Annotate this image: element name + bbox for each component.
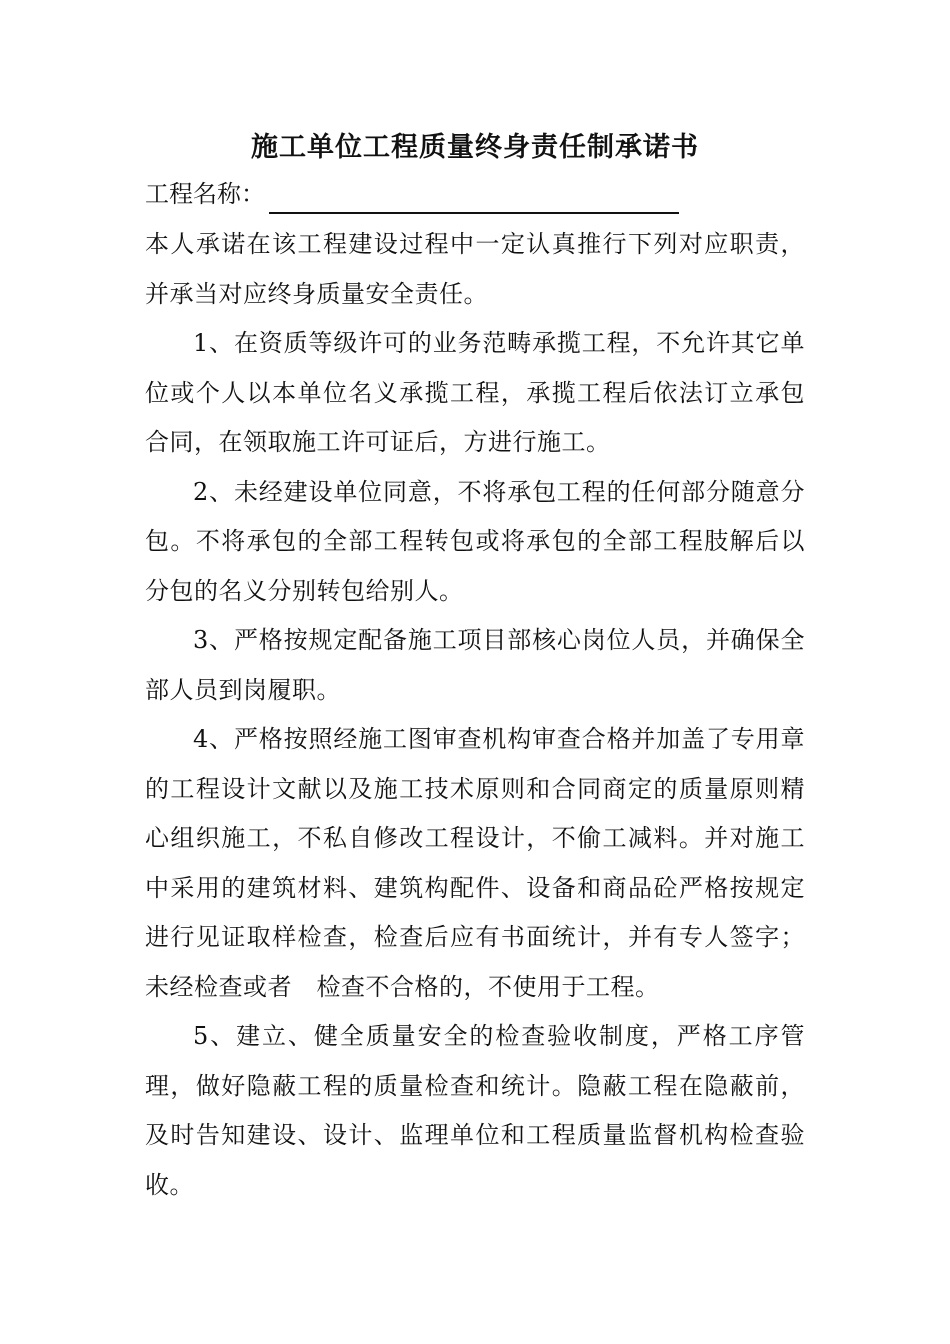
- document-title: 施工单位工程质量终身责任制承诺书: [251, 132, 699, 163]
- commitment-item-5: 5、建立、健全质量安全的检查验收制度，严格工序管理，做好隐蔽工程的质量检查和统计。隐蔽工程在隐蔽前，及时告知建设、设计、监理单位和工程质量监督机构检查验收。: [145, 1022, 805, 1199]
- commitment-item-2: 2、未经建设单位同意，不将承包工程的任何部分随意分包。不将承包的全部工程转包或将承包的全部工程肢解后以分包的名义分别转包给别人。: [145, 477, 805, 605]
- project-name-blank: [269, 182, 679, 214]
- project-name-line: [145, 174, 805, 214]
- commitment-item-4: 4、严格按照经施工图审查机构审查合格并加盖了专用章的工程设计文献以及施工技术原则和合同商定的质量原则精心组织施工，不私自修改工程设计，不偷工减料。并对施工中采用的建筑材料、建筑构配件、设备和商品砼严格按规定进行见证取样检查，检查后应有书面统计，并有专人签字；未经检查或者 检查不合格的，不使用于工程。: [145, 725, 805, 1001]
- project-name-label: 工程名称：: [145, 180, 265, 208]
- intro-paragraph: 本人承诺在该工程建设过程中一定认真推行下列对应职责，并承当对应终身质量安全责任。: [145, 230, 805, 308]
- commitment-item-1: 1、在资质等级许可的业务范畴承揽工程，不允许其它单位或个人以本单位名义承揽工程，承揽工程后依法订立承包合同，在领取施工许可证后，方进行施工。: [145, 329, 805, 456]
- commitment-item-3: 3、严格按规定配备施工项目部核心岗位人员，并确保全部人员到岗履职。: [145, 626, 805, 704]
- document-page: [145, 128, 805, 1210]
